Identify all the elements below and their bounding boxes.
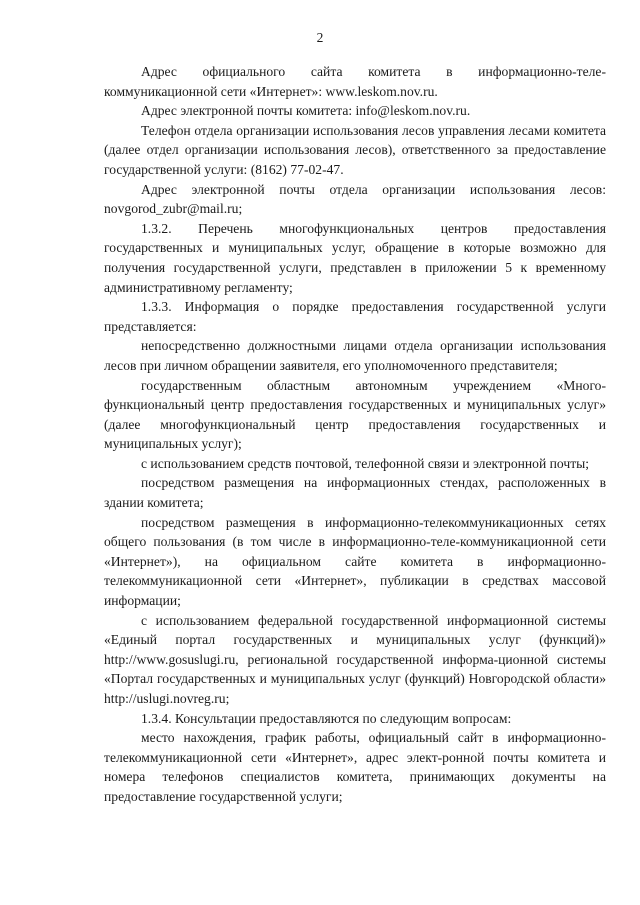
paragraph-department-email: Адрес электронной почты отдела организации использования лесов: novgorod_zubr@mail.ru;	[104, 181, 606, 217]
paragraph-federal-portal: с использованием федеральной государственной информационной системы «Единый портал государственных и муниципальных услуг (функций)» http://www.gosuslugi.ru, региональной государственной информа-ционной системы «Портал государственных и муниципальных услуг (функций) Новгородской области» http://uslugi.novreg.ru;	[104, 612, 606, 706]
paragraph-official-website: Адрес официального сайта комитета в информационно-теле-коммуникационной сети «Интернет»: www.leskom.nov.ru.	[104, 64, 606, 99]
paragraph-directly-officials: непосредственно должностными лицами отдела организации использования лесов при личном обращении заявителя, его уполномоченного представителя;	[104, 338, 606, 373]
page-number: 2	[316, 30, 324, 45]
document-body	[104, 62, 606, 807]
paragraph-mfc: государственным областным автономным учреждением «Много-функциональный центр предоставления государственных и муниципальных услуг» (далее многофункциональный центр предоставления государственных и муниципальных услуг);	[104, 377, 606, 452]
paragraph-internet-media: посредством размещения в информационно-телекоммуникационных сетях общего пользования (в том числе в информационно-теле-коммуникационной сети «Интернет»), на официальном сайте комитета в информационно-телекоммуникационной сети «Интернет», публикации в средствах массовой информации;	[104, 514, 606, 609]
paragraph-info-stands: посредством размещения на информационных стендах, расположенных в здании комитета;	[104, 475, 606, 511]
paragraph-1-3-4: 1.3.4. Консультации предоставляются по следующим вопросам:	[141, 710, 512, 726]
paragraph-postal-phone: с использованием средств почтовой, телефонной связи и электронной почты;	[141, 455, 590, 471]
paragraph-location-schedule: место нахождения, график работы, официальный сайт в информационно-телекоммуникационной сети «Интернет», адрес элект-ронной почты комитета и номера телефонов специалистов комитета, принимающих документы на предоставление государственной услуги;	[104, 730, 606, 804]
paragraph-committee-email: Адрес электронной почты комитета: info@leskom.nov.ru.	[141, 103, 471, 119]
paragraph-1-3-2: 1.3.2. Перечень многофункциональных центров предоставления государственных и муниципальных услуг, обращение в которые возможно для получения государственной услуги, представлен в приложении 5 к временному административному регламенту;	[104, 220, 606, 295]
paragraph-department-phone: Телефон отдела организации использования лесов управления лесами комитета (далее отдел организации использования лесов), ответственного за предоставление государственной услуги: (8162) 77-02-47.	[104, 122, 606, 177]
paragraph-1-3-3: 1.3.3. Информация о порядке предоставления государственной услуги представляется:	[104, 299, 606, 334]
